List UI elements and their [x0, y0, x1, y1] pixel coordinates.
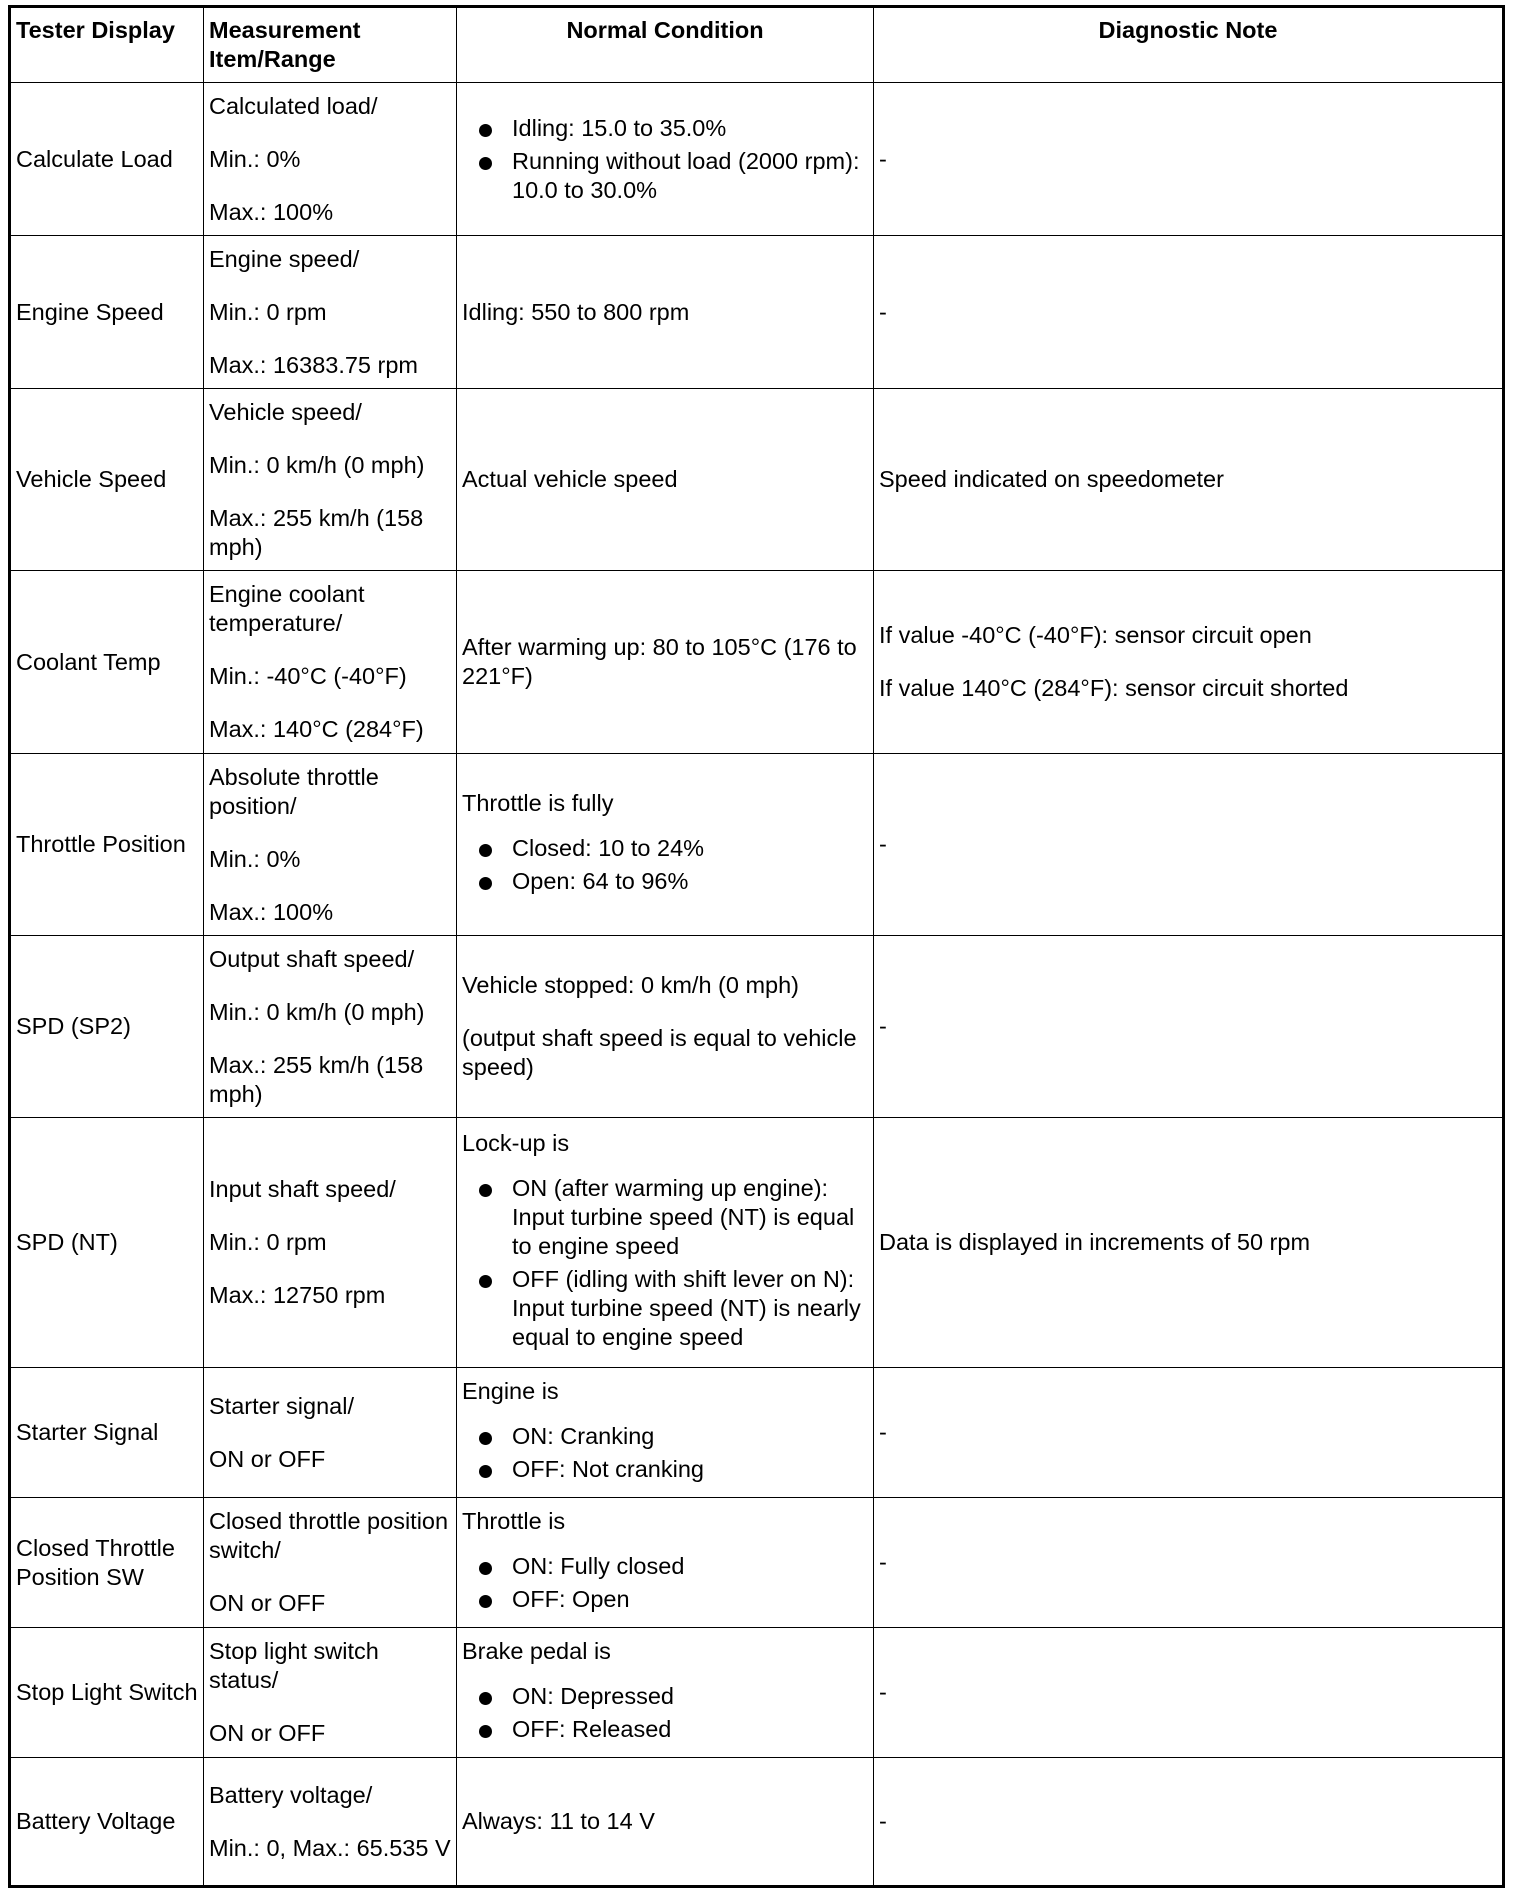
measurement-line: Max.: 255 km/h (158 mph) — [209, 1051, 424, 1107]
condition-text: Actual vehicle speed — [462, 466, 678, 492]
tester-display-cell: Closed Throttle Position SW — [10, 1498, 204, 1628]
diagnostic-note-cell — [874, 1118, 1504, 1368]
condition-text: Always: 11 to 14 V — [462, 1808, 655, 1834]
condition-item: OFF: Released — [512, 1715, 868, 1744]
condition-item: ON: Fully closed — [512, 1552, 868, 1581]
diagnostic-note-cell — [874, 83, 1504, 236]
table-row — [10, 571, 1504, 754]
measurement-cell — [204, 936, 457, 1118]
measurement-line: Min.: 0% — [209, 145, 301, 172]
measurement-line: Starter signal/ — [209, 1392, 354, 1419]
diagnostic-note-text: - — [879, 145, 887, 172]
condition-intro: Throttle is — [462, 1508, 566, 1534]
normal-condition-cell — [457, 1498, 874, 1628]
header-diagnostic-note: Diagnostic Note — [874, 7, 1504, 83]
normal-condition-cell — [457, 754, 874, 936]
measurement-cell — [204, 754, 457, 936]
diagnostic-note-text: If value -40°C (-40°F): sensor circuit open — [879, 622, 1312, 648]
header-row — [10, 7, 1504, 83]
tester-display-cell: SPD (NT) — [10, 1118, 204, 1368]
table-row — [10, 1118, 1504, 1368]
condition-list — [462, 834, 868, 896]
tester-display-cell: SPD (SP2) — [10, 936, 204, 1118]
measurement-line: Max.: 16383.75 rpm — [209, 351, 418, 378]
condition-item: ON: Cranking — [512, 1422, 868, 1451]
tester-display-cell: Vehicle Speed — [10, 389, 204, 571]
condition-item: ON (after warming up engine): Input turbine speed (NT) is equal to engine speed — [512, 1174, 868, 1261]
measurement-cell — [204, 1368, 457, 1498]
condition-text: After warming up: 80 to 105°C (176 to 221°F) — [462, 634, 857, 689]
normal-condition-cell — [457, 571, 874, 754]
measurement-line: ON or OFF — [209, 1590, 326, 1616]
table-row — [10, 83, 1504, 236]
condition-item: Running without load (2000 rpm): 10.0 to 30.0% — [512, 147, 868, 205]
normal-condition-cell — [457, 1628, 874, 1758]
measurement-line: Min.: 0% — [209, 845, 301, 872]
measurement-line: Min.: 0 rpm — [209, 298, 327, 325]
table-row — [10, 754, 1504, 936]
diagnostic-note-cell — [874, 1368, 1504, 1498]
measurement-line: Input shaft speed/ — [209, 1176, 396, 1202]
measurement-cell — [204, 1118, 457, 1368]
table-body — [10, 83, 1504, 1887]
measurement-cell — [204, 389, 457, 571]
table-row — [10, 236, 1504, 389]
normal-condition-cell — [457, 389, 874, 571]
diagnostic-note-text: - — [879, 298, 887, 325]
table-row — [10, 936, 1504, 1118]
measurement-cell — [204, 83, 457, 236]
measurement-line: Max.: 12750 rpm — [209, 1282, 386, 1308]
condition-list — [462, 114, 868, 205]
condition-item: ON: Depressed — [512, 1682, 868, 1711]
diagnostic-note-cell — [874, 389, 1504, 571]
condition-list — [462, 1422, 868, 1484]
diagnostic-note-text: - — [879, 1808, 887, 1834]
normal-condition-cell — [457, 1368, 874, 1498]
measurement-line: Min.: 0, Max.: 65.535 V — [209, 1834, 451, 1861]
condition-list — [462, 1682, 868, 1744]
diagnostic-note-text: - — [879, 1679, 887, 1705]
condition-list — [462, 1552, 868, 1614]
measurement-line: Max.: 100% — [209, 898, 334, 925]
normal-condition-cell — [457, 936, 874, 1118]
table-row — [10, 1628, 1504, 1758]
normal-condition-cell — [457, 83, 874, 236]
header-normal-condition: Normal Condition — [457, 7, 874, 83]
diagnostic-note-text: - — [879, 1013, 887, 1039]
measurement-line: Min.: 0 km/h (0 mph) — [209, 451, 425, 478]
diagnostic-note-cell — [874, 936, 1504, 1118]
measurement-line: Max.: 140°C (284°F) — [209, 716, 424, 742]
tester-display-cell: Starter Signal — [10, 1368, 204, 1498]
measurement-cell — [204, 571, 457, 754]
diagnostic-note-cell — [874, 571, 1504, 754]
measurement-line: Battery voltage/ — [209, 1781, 373, 1808]
condition-item: OFF: Not cranking — [512, 1455, 868, 1484]
measurement-line: Closed throttle position switch/ — [209, 1508, 449, 1563]
diagnostic-data-table — [8, 5, 1505, 1888]
condition-list — [462, 1174, 868, 1352]
table-row — [10, 1498, 1504, 1628]
measurement-cell — [204, 1628, 457, 1758]
measurement-cell — [204, 236, 457, 389]
condition-item: Open: 64 to 96% — [512, 867, 868, 896]
measurement-line: ON or OFF — [209, 1720, 326, 1746]
measurement-line: Calculated load/ — [209, 92, 378, 119]
condition-text: (output shaft speed is equal to vehicle speed) — [462, 1025, 857, 1080]
table-row — [10, 1368, 1504, 1498]
table-row — [10, 389, 1504, 571]
diagnostic-note-cell — [874, 1498, 1504, 1628]
tester-display-cell: Stop Light Switch — [10, 1628, 204, 1758]
measurement-cell — [204, 1758, 457, 1887]
tester-display-cell: Calculate Load — [10, 83, 204, 236]
condition-text: Idling: 550 to 800 rpm — [462, 298, 690, 325]
measurement-line: Engine speed/ — [209, 245, 360, 272]
measurement-line: Min.: 0 km/h (0 mph) — [209, 998, 425, 1025]
condition-text: Vehicle stopped: 0 km/h (0 mph) — [462, 972, 800, 998]
table-row — [10, 1758, 1504, 1887]
diagnostic-note-text: Speed indicated on speedometer — [879, 466, 1224, 492]
measurement-line: Engine coolant temperature/ — [209, 581, 365, 636]
diagnostic-note-cell — [874, 1628, 1504, 1758]
measurement-line: Absolute throttle position/ — [209, 763, 379, 819]
diagnostic-note-text: Data is displayed in increments of 50 rpm — [879, 1229, 1311, 1255]
condition-intro: Engine is — [462, 1378, 559, 1404]
normal-condition-cell — [457, 1758, 874, 1887]
tester-display-cell: Engine Speed — [10, 236, 204, 389]
condition-intro: Throttle is fully — [462, 790, 614, 816]
diagnostic-note-text: - — [879, 1549, 887, 1575]
normal-condition-cell — [457, 236, 874, 389]
diagnostic-note-text: If value 140°C (284°F): sensor circuit shorted — [879, 675, 1349, 701]
measurement-line: Min.: 0 rpm — [209, 1229, 327, 1255]
measurement-line: Vehicle speed/ — [209, 398, 362, 425]
tester-display-cell: Coolant Temp — [10, 571, 204, 754]
tester-display-cell: Throttle Position — [10, 754, 204, 936]
condition-item: OFF (idling with shift lever on N): Input turbine speed (NT) is nearly equal to engine speed — [512, 1265, 868, 1352]
header-measurement-item: Measurement Item/Range — [204, 7, 457, 83]
measurement-line: Max.: 100% — [209, 198, 334, 225]
condition-intro: Lock-up is — [462, 1130, 570, 1156]
header-tester-display: Tester Display — [10, 7, 204, 83]
measurement-cell — [204, 1498, 457, 1628]
measurement-line: Max.: 255 km/h (158 mph) — [209, 504, 424, 560]
tester-display-cell: Battery Voltage — [10, 1758, 204, 1887]
diagnostic-note-text: - — [879, 1419, 887, 1445]
normal-condition-cell — [457, 1118, 874, 1368]
condition-item: Idling: 15.0 to 35.0% — [512, 114, 868, 143]
condition-item: OFF: Open — [512, 1585, 868, 1614]
measurement-line: ON or OFF — [209, 1445, 326, 1472]
measurement-line: Output shaft speed/ — [209, 945, 415, 972]
measurement-line: Stop light switch status/ — [209, 1638, 379, 1693]
diagnostic-note-cell — [874, 1758, 1504, 1887]
condition-intro: Brake pedal is — [462, 1638, 611, 1664]
diagnostic-note-cell — [874, 236, 1504, 389]
diagnostic-note-cell — [874, 754, 1504, 936]
measurement-line: Min.: -40°C (-40°F) — [209, 663, 407, 689]
condition-item: Closed: 10 to 24% — [512, 834, 868, 863]
diagnostic-note-text: - — [879, 831, 887, 857]
